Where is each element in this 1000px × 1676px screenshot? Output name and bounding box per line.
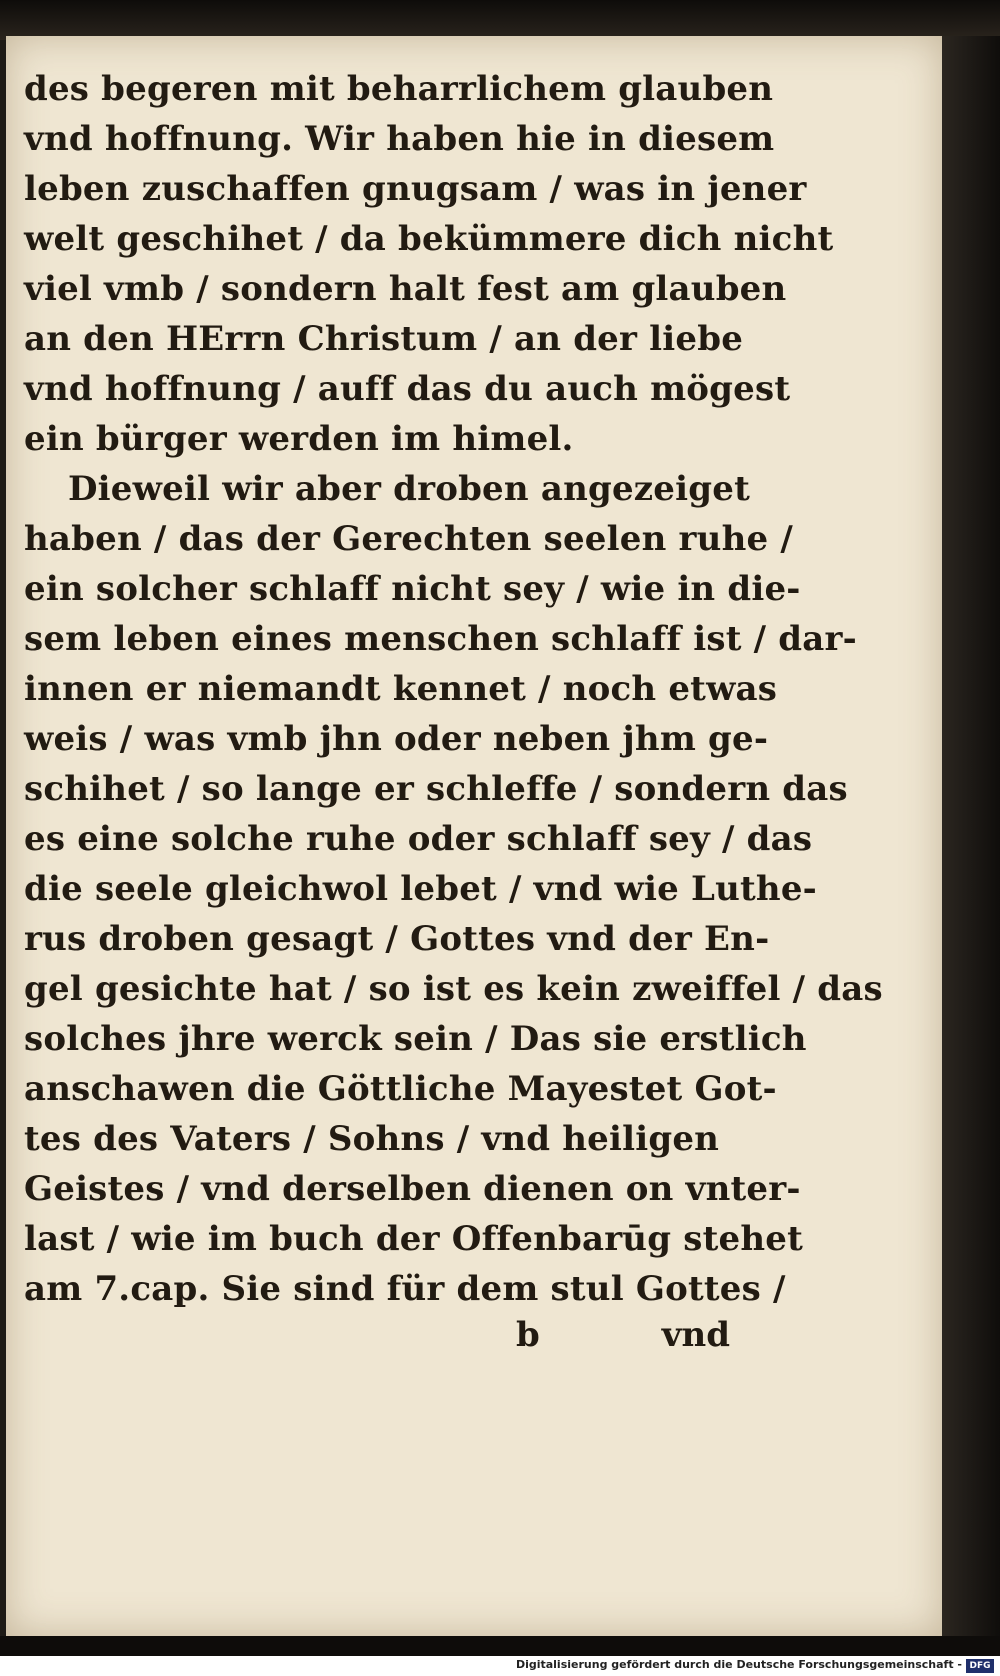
text-line: des begeren mit beharrlichem glauben bbox=[24, 69, 774, 109]
text-line: vnd hoffnung / auff das du auch mögest bbox=[24, 369, 791, 409]
text-line: die seele gleichwol lebet / vnd wie Luthe- bbox=[24, 869, 817, 909]
credit-text: Digitalisierung gefördert durch die Deutsche Forschungsgemeinschaft - bbox=[515, 1658, 962, 1671]
text-line: schihet / so lange er schleffe / sondern das bbox=[24, 769, 848, 809]
text-line: ein solcher schlaff nicht sey / wie in die- bbox=[24, 569, 801, 609]
text-line: tes des Vaters / Sohns / vnd heiligen bbox=[24, 1119, 720, 1159]
text-line: last / wie im buch der Offenbarūg stehet bbox=[24, 1219, 803, 1259]
text-line: viel vmb / sondern halt fest am glauben bbox=[24, 269, 787, 309]
text-line: rus droben gesagt / Gottes vnd der En- bbox=[24, 919, 770, 959]
text-line: gel gesichte hat / so ist es kein zweiffel / das bbox=[24, 969, 883, 1009]
signature-mark: b bbox=[516, 1315, 540, 1355]
text-line: Geistes / vnd derselben dienen on vnter- bbox=[24, 1169, 801, 1209]
text-line: welt geschihet / da bekümmere dich nicht bbox=[24, 219, 834, 259]
text-line: anschawen die Göttliche Mayestet Got- bbox=[24, 1069, 777, 1109]
text-line: am 7.cap. Sie sind für dem stul Gottes / bbox=[24, 1269, 786, 1309]
scan-top-edge bbox=[0, 0, 1000, 40]
text-line: es eine solche ruhe oder schlaff sey / das bbox=[24, 819, 813, 859]
page-footer bbox=[24, 1310, 744, 1360]
text-line: solches jhre werck sein / Das sie erstlich bbox=[24, 1019, 807, 1059]
text-line: vnd hoffnung. Wir haben hie in diesem bbox=[24, 119, 775, 159]
catchword: vnd bbox=[661, 1315, 730, 1355]
page-text bbox=[24, 64, 883, 1314]
text-line: haben / das der Gerechten seelen ruhe / bbox=[24, 519, 793, 559]
text-line: sem leben eines menschen schlaff ist / dar- bbox=[24, 619, 857, 659]
text-line: innen er niemandt kennet / noch etwas bbox=[24, 669, 778, 709]
scan-bottom-edge bbox=[0, 1636, 1000, 1656]
text-line: leben zuschaffen gnugsam / was in jener bbox=[24, 169, 807, 209]
scan-right-edge bbox=[942, 36, 1000, 1656]
credit-bar bbox=[0, 1656, 1000, 1676]
text-line: ein bürger werden im himel. bbox=[24, 419, 574, 459]
dfg-logo: DFG bbox=[966, 1659, 994, 1673]
text-line: weis / was vmb jhn oder neben jhm ge- bbox=[24, 719, 769, 759]
text-line: an den HErrn Christum / an der liebe bbox=[24, 319, 744, 359]
paragraph-start-line: Dieweil wir aber droben angezeiget bbox=[68, 469, 750, 509]
